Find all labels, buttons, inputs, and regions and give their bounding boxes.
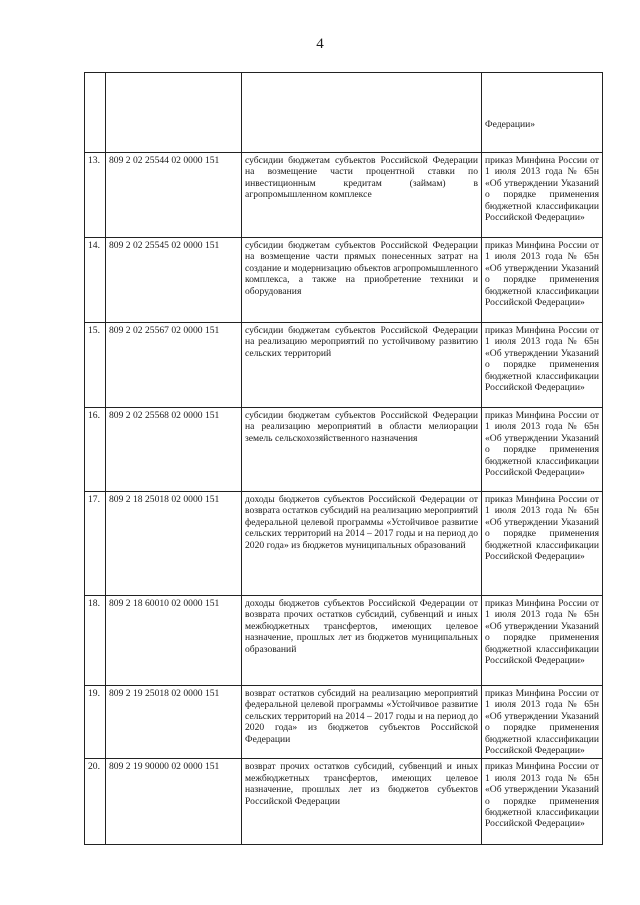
reference-cell: приказ Минфина России от 1 июля 2013 года № 65н «Об утверждении Указаний о порядке применения бюджетной классификации Российской Федерации» <box>482 759 603 845</box>
table-row <box>85 408 603 492</box>
table-row <box>85 238 603 323</box>
row-number-cell: 16. <box>85 408 106 492</box>
row-number-cell: 18. <box>85 596 106 686</box>
code-cell: 809 2 18 60010 02 0000 151 <box>106 596 242 686</box>
reference-cell: приказ Минфина России от 1 июля 2013 года № 65н «Об утверждении Указаний о порядке применения бюджетной классификации Российской Федерации» <box>482 153 603 238</box>
code-cell: 809 2 02 25568 02 0000 151 <box>106 408 242 492</box>
page-number: 4 <box>316 36 324 52</box>
row-number-cell: 20. <box>85 759 106 845</box>
code-cell: 809 2 19 25018 02 0000 151 <box>106 686 242 759</box>
description-cell: возврат остатков субсидий на реализацию мероприятий федеральной целевой программы «Устойчивое развитие сельских территорий на 2014 – 2017 годы и на период до 2020 года» из бюджетов субъектов Российской Федерации <box>242 686 482 759</box>
table-row <box>85 492 603 596</box>
row-number-cell: 13. <box>85 153 106 238</box>
description-cell: доходы бюджетов субъектов Российской Федерации от возврата прочих остатков субсидий, субвенций и иных межбюджетных трансфертов, имеющих целевое назначение, прошлых лет из бюджетов муниципальных образований <box>242 596 482 686</box>
reference-cell: приказ Минфина России от 1 июля 2013 года № 65н «Об утверждении Указаний о порядке применения бюджетной классификации Российской Федерации» <box>482 492 603 596</box>
reference-cell: приказ Минфина России от 1 июля 2013 года № 65н «Об утверждении Указаний о порядке применения бюджетной классификации Российской Федерации» <box>482 323 603 408</box>
row-number-cell: 19. <box>85 686 106 759</box>
reference-cell: приказ Минфина России от 1 июля 2013 года № 65н «Об утверждении Указаний о порядке применения бюджетной классификации Российской Федерации» <box>482 596 603 686</box>
description-cell: субсидии бюджетам субъектов Российской Федерации на реализацию мероприятий по устойчивому развитию сельских территорий <box>242 323 482 408</box>
row-number-cell: 15. <box>85 323 106 408</box>
row-number-cell: 14. <box>85 238 106 323</box>
row-number-cell: 17. <box>85 492 106 596</box>
reference-cell: приказ Минфина России от 1 июля 2013 года № 65н «Об утверждении Указаний о порядке применения бюджетной классификации Российской Федерации» <box>482 408 603 492</box>
row-number-cell <box>85 73 106 153</box>
description-cell: возврат прочих остатков субсидий, субвенций и иных межбюджетных трансфертов, имеющих целевое назначение, прошлых лет из бюджетов субъектов Российской Федерации <box>242 759 482 845</box>
code-cell: 809 2 02 25567 02 0000 151 <box>106 323 242 408</box>
code-cell: 809 2 19 90000 02 0000 151 <box>106 759 242 845</box>
reference-cell: приказ Минфина России от 1 июля 2013 года № 65н «Об утверждении Указаний о порядке применения бюджетной классификации Российской Федерации» <box>482 686 603 759</box>
table-row <box>85 596 603 686</box>
code-cell <box>106 73 242 153</box>
table-row <box>85 323 603 408</box>
description-cell: субсидии бюджетам субъектов Российской Федерации на реализацию мероприятий в области мелиорации земель сельскохозяйственного назначения <box>242 408 482 492</box>
reference-cell: Федерации» <box>482 73 603 153</box>
table-row-continuation <box>85 73 603 153</box>
description-cell: субсидии бюджетам субъектов Российской Федерации на возмещение части процентной ставки по инвестиционным кредитам (займам) в агропромышленном комплексе <box>242 153 482 238</box>
table-row <box>85 759 603 845</box>
description-cell: доходы бюджетов субъектов Российской Федерации от возврата остатков субсидий на реализацию мероприятий федеральной целевой программы «Устойчивое развитие сельских территорий на 2014 – 2017 годы и на период до 2020 года» из бюджетов муниципальных образований <box>242 492 482 596</box>
table-row <box>85 686 603 759</box>
reference-cell: приказ Минфина России от 1 июля 2013 года № 65н «Об утверждении Указаний о порядке применения бюджетной классификации Российской Федерации» <box>482 238 603 323</box>
code-cell: 809 2 18 25018 02 0000 151 <box>106 492 242 596</box>
description-cell: субсидии бюджетам субъектов Российской Федерации на возмещение части прямых понесенных затрат на создание и модернизацию объектов агропромышленного комплекса, а также на приобретение техники и оборудования <box>242 238 482 323</box>
description-cell <box>242 73 482 153</box>
table-row <box>85 153 603 238</box>
code-cell: 809 2 02 25544 02 0000 151 <box>106 153 242 238</box>
budget-classification-table <box>84 72 603 845</box>
code-cell: 809 2 02 25545 02 0000 151 <box>106 238 242 323</box>
